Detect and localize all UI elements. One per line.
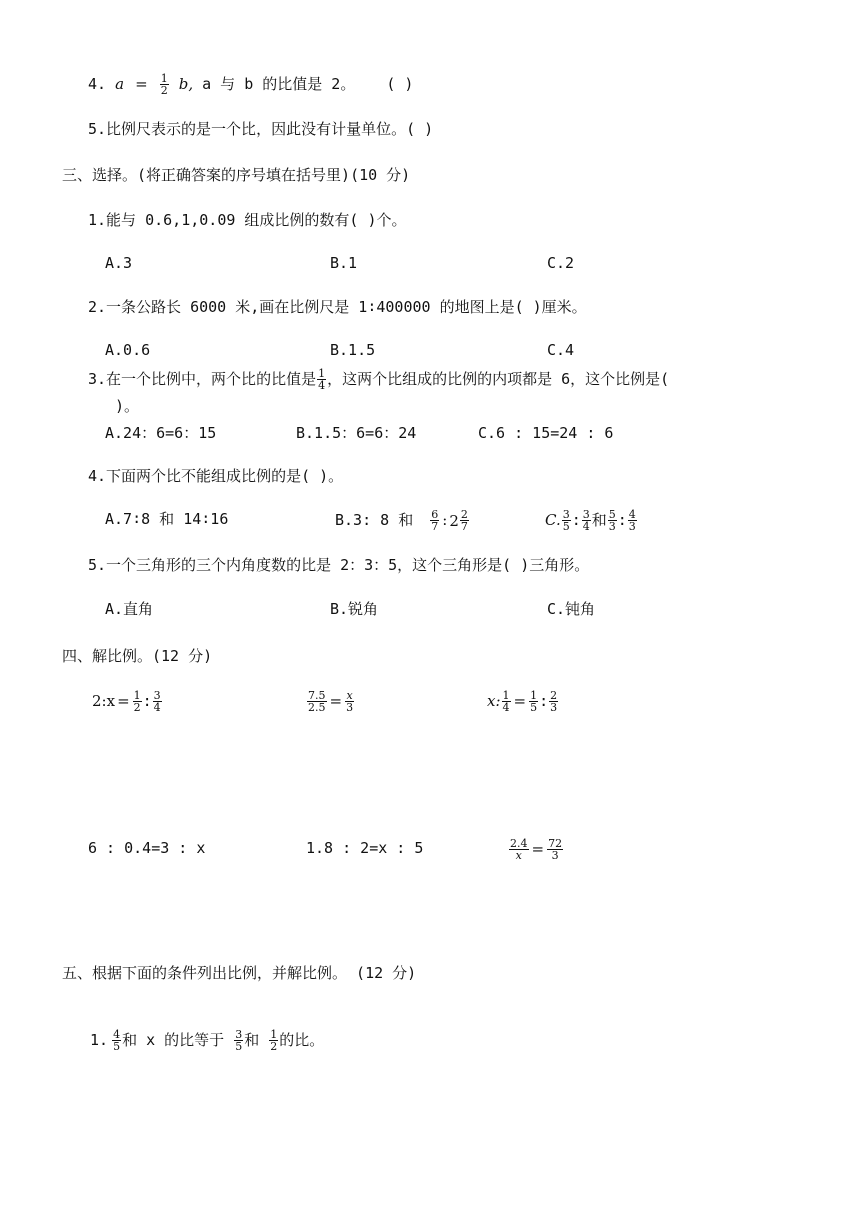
section3-title: 三、选择。(将正确答案的序号填在括号里)(10 分): [62, 166, 411, 184]
frac-den: 3: [608, 520, 616, 533]
option-label: B.3: 8 和: [335, 511, 414, 529]
colon: :: [442, 511, 448, 529]
math-var-b: b,: [178, 75, 194, 93]
question-text: a 与 b 的比值是 2。: [202, 75, 356, 93]
fraction: [234, 1029, 243, 1052]
equals-sign: =: [135, 75, 148, 93]
choice-q4-option-a[interactable]: A.7∶8 和 14∶16: [105, 510, 229, 528]
frac-den: 3: [551, 849, 559, 862]
frac-den: 3: [628, 520, 636, 533]
option-label: C.: [545, 511, 561, 529]
choice-q3-option-b[interactable]: B.1.5：6=6：24: [296, 424, 417, 442]
fraction: [628, 509, 637, 532]
frac-num: 3: [235, 1028, 243, 1041]
fraction: [549, 690, 558, 713]
frac-num: 1: [318, 367, 326, 380]
equation-1: [92, 690, 163, 713]
math-var-a: a: [115, 75, 125, 93]
and-word: 和: [591, 511, 607, 529]
frac-num: 4: [113, 1028, 121, 1041]
frac-den: 2: [133, 701, 141, 714]
fraction: [307, 690, 327, 713]
frac-num: 1: [133, 689, 141, 702]
equation-lhs: x:: [487, 692, 501, 710]
answer-blank[interactable]: ( ): [386, 75, 414, 93]
frac-num: 3: [562, 508, 570, 521]
choice-q4-option-c[interactable]: [545, 509, 638, 532]
question-text: 3.在一个比例中，两个比的比值是: [88, 370, 317, 388]
equation-3: [487, 690, 559, 713]
fraction: [529, 690, 538, 713]
frac-den: 3: [346, 701, 354, 714]
choice-q1-option-b[interactable]: B.1: [330, 254, 358, 272]
frac-num: x: [346, 689, 353, 702]
fraction: [133, 690, 142, 713]
frac-num: 1: [502, 689, 510, 702]
frac-den: 5: [562, 520, 570, 533]
equation-5: 1.8 : 2=x : 5: [306, 839, 424, 857]
frac-den: 3: [550, 701, 558, 714]
fraction: [582, 509, 591, 532]
equals-sign: =: [329, 692, 343, 710]
colon: :: [617, 511, 627, 529]
section5-title: 五、根据下面的条件列出比例，并解比例。 (12 分): [62, 964, 417, 982]
choice-q3-option-a[interactable]: A.24：6=6：15: [105, 424, 217, 442]
frac-num: 3: [153, 689, 161, 702]
frac-num: 7.5: [308, 689, 326, 702]
frac-den: 7: [431, 520, 439, 533]
fraction: [562, 509, 571, 532]
frac-den: 4: [582, 520, 590, 533]
choice-q1-text: 1.能与 0.6,1,0.09 组成比例的数有( )个。: [88, 211, 407, 229]
question-text: ，这两个比组成的比例的内项都是 6，这个比例是(: [327, 370, 670, 388]
question-text: 和: [244, 1031, 260, 1049]
fraction-one-quarter: [317, 368, 326, 391]
fraction-one-half: [160, 73, 169, 96]
choice-q2-option-b[interactable]: B.1.5: [330, 341, 376, 359]
choice-q5-option-a[interactable]: A.直角: [105, 600, 154, 618]
choice-q1-option-c[interactable]: C.2: [547, 254, 575, 272]
frac-den: 4: [502, 701, 510, 714]
frac-den: 5: [113, 1040, 121, 1053]
frac-num: 4: [628, 508, 636, 521]
frac-num: 2.4: [510, 837, 528, 850]
equals-sign: =: [513, 692, 527, 710]
choice-q4-text: 4.下面两个比不能组成比例的是( )。: [88, 467, 344, 485]
frac-num: 5: [608, 508, 616, 521]
frac-num: 1: [270, 1028, 278, 1041]
question-number: 1.: [90, 1031, 109, 1049]
frac-num: 1: [160, 72, 168, 85]
choice-q2-option-a[interactable]: A.0.6: [105, 341, 151, 359]
frac-num: 3: [582, 508, 590, 521]
fraction: [509, 838, 529, 861]
judge-q5: 5.比例尺表示的是一个比，因此没有计量单位。( ): [88, 120, 434, 138]
choice-q3-blank[interactable]: )。: [115, 397, 140, 415]
equation-lhs: 2:x: [92, 692, 116, 710]
frac-den: 2: [270, 1040, 278, 1053]
choice-q5-text: 5.一个三角形的三个内角度数的比是 2：3：5，这个三角形是( )三角形。: [88, 556, 590, 574]
judge-q4: [88, 73, 413, 96]
frac-num: 2: [460, 508, 468, 521]
fraction: [608, 509, 617, 532]
mixed-whole: 2: [449, 511, 459, 530]
equation-6: [508, 838, 564, 861]
frac-num: 6: [431, 508, 439, 521]
frac-num: 2: [550, 689, 558, 702]
frac-den: 5: [235, 1040, 243, 1053]
fraction: [502, 690, 511, 713]
frac-den: 4: [153, 701, 161, 714]
fraction: [269, 1029, 278, 1052]
colon: :: [539, 692, 549, 710]
choice-q4-option-b[interactable]: [335, 509, 470, 532]
choice-q1-option-a[interactable]: A.3: [105, 254, 133, 272]
fraction: [547, 838, 563, 861]
fraction: [345, 690, 354, 713]
frac-den: 5: [530, 701, 538, 714]
section4-title: 四、解比例。(12 分): [62, 647, 213, 665]
frac-num: 72: [548, 837, 563, 850]
choice-q3-option-c[interactable]: C.6 : 15=24 : 6: [478, 424, 614, 442]
choice-q2-option-c[interactable]: C.4: [547, 341, 575, 359]
mixed-number: [449, 509, 470, 532]
frac-den: x: [515, 849, 522, 862]
question-text: 的比。: [279, 1031, 325, 1049]
fraction-six-sevenths: [430, 509, 439, 532]
question-text: 和 x 的比等于: [122, 1031, 225, 1049]
frac-num: 1: [530, 689, 538, 702]
choice-q3-text: [88, 368, 669, 391]
frac-den: 4: [318, 379, 326, 392]
frac-den: 2.5: [308, 701, 326, 714]
colon: :: [142, 692, 152, 710]
equals-sign: =: [117, 692, 130, 710]
frac-den: 2: [160, 84, 168, 97]
fraction: [153, 690, 162, 713]
fraction: [112, 1029, 121, 1052]
choice-q5-option-c[interactable]: C.钝角: [547, 600, 596, 618]
equation-4: 6 : 0.4=3 : x: [88, 839, 206, 857]
choice-q2-text: 2.一条公路长 6000 米,画在比例尺是 1∶400000 的地图上是( )厘米。: [88, 298, 587, 316]
question-number: 4.: [88, 75, 107, 93]
equation-2: [306, 690, 355, 713]
choice-q5-option-b[interactable]: B.锐角: [330, 600, 379, 618]
section5-q1: [90, 1029, 324, 1052]
frac-den: 7: [460, 520, 468, 533]
equals-sign: =: [531, 840, 545, 858]
mixed-fraction: [460, 509, 469, 532]
colon: :: [571, 511, 581, 529]
